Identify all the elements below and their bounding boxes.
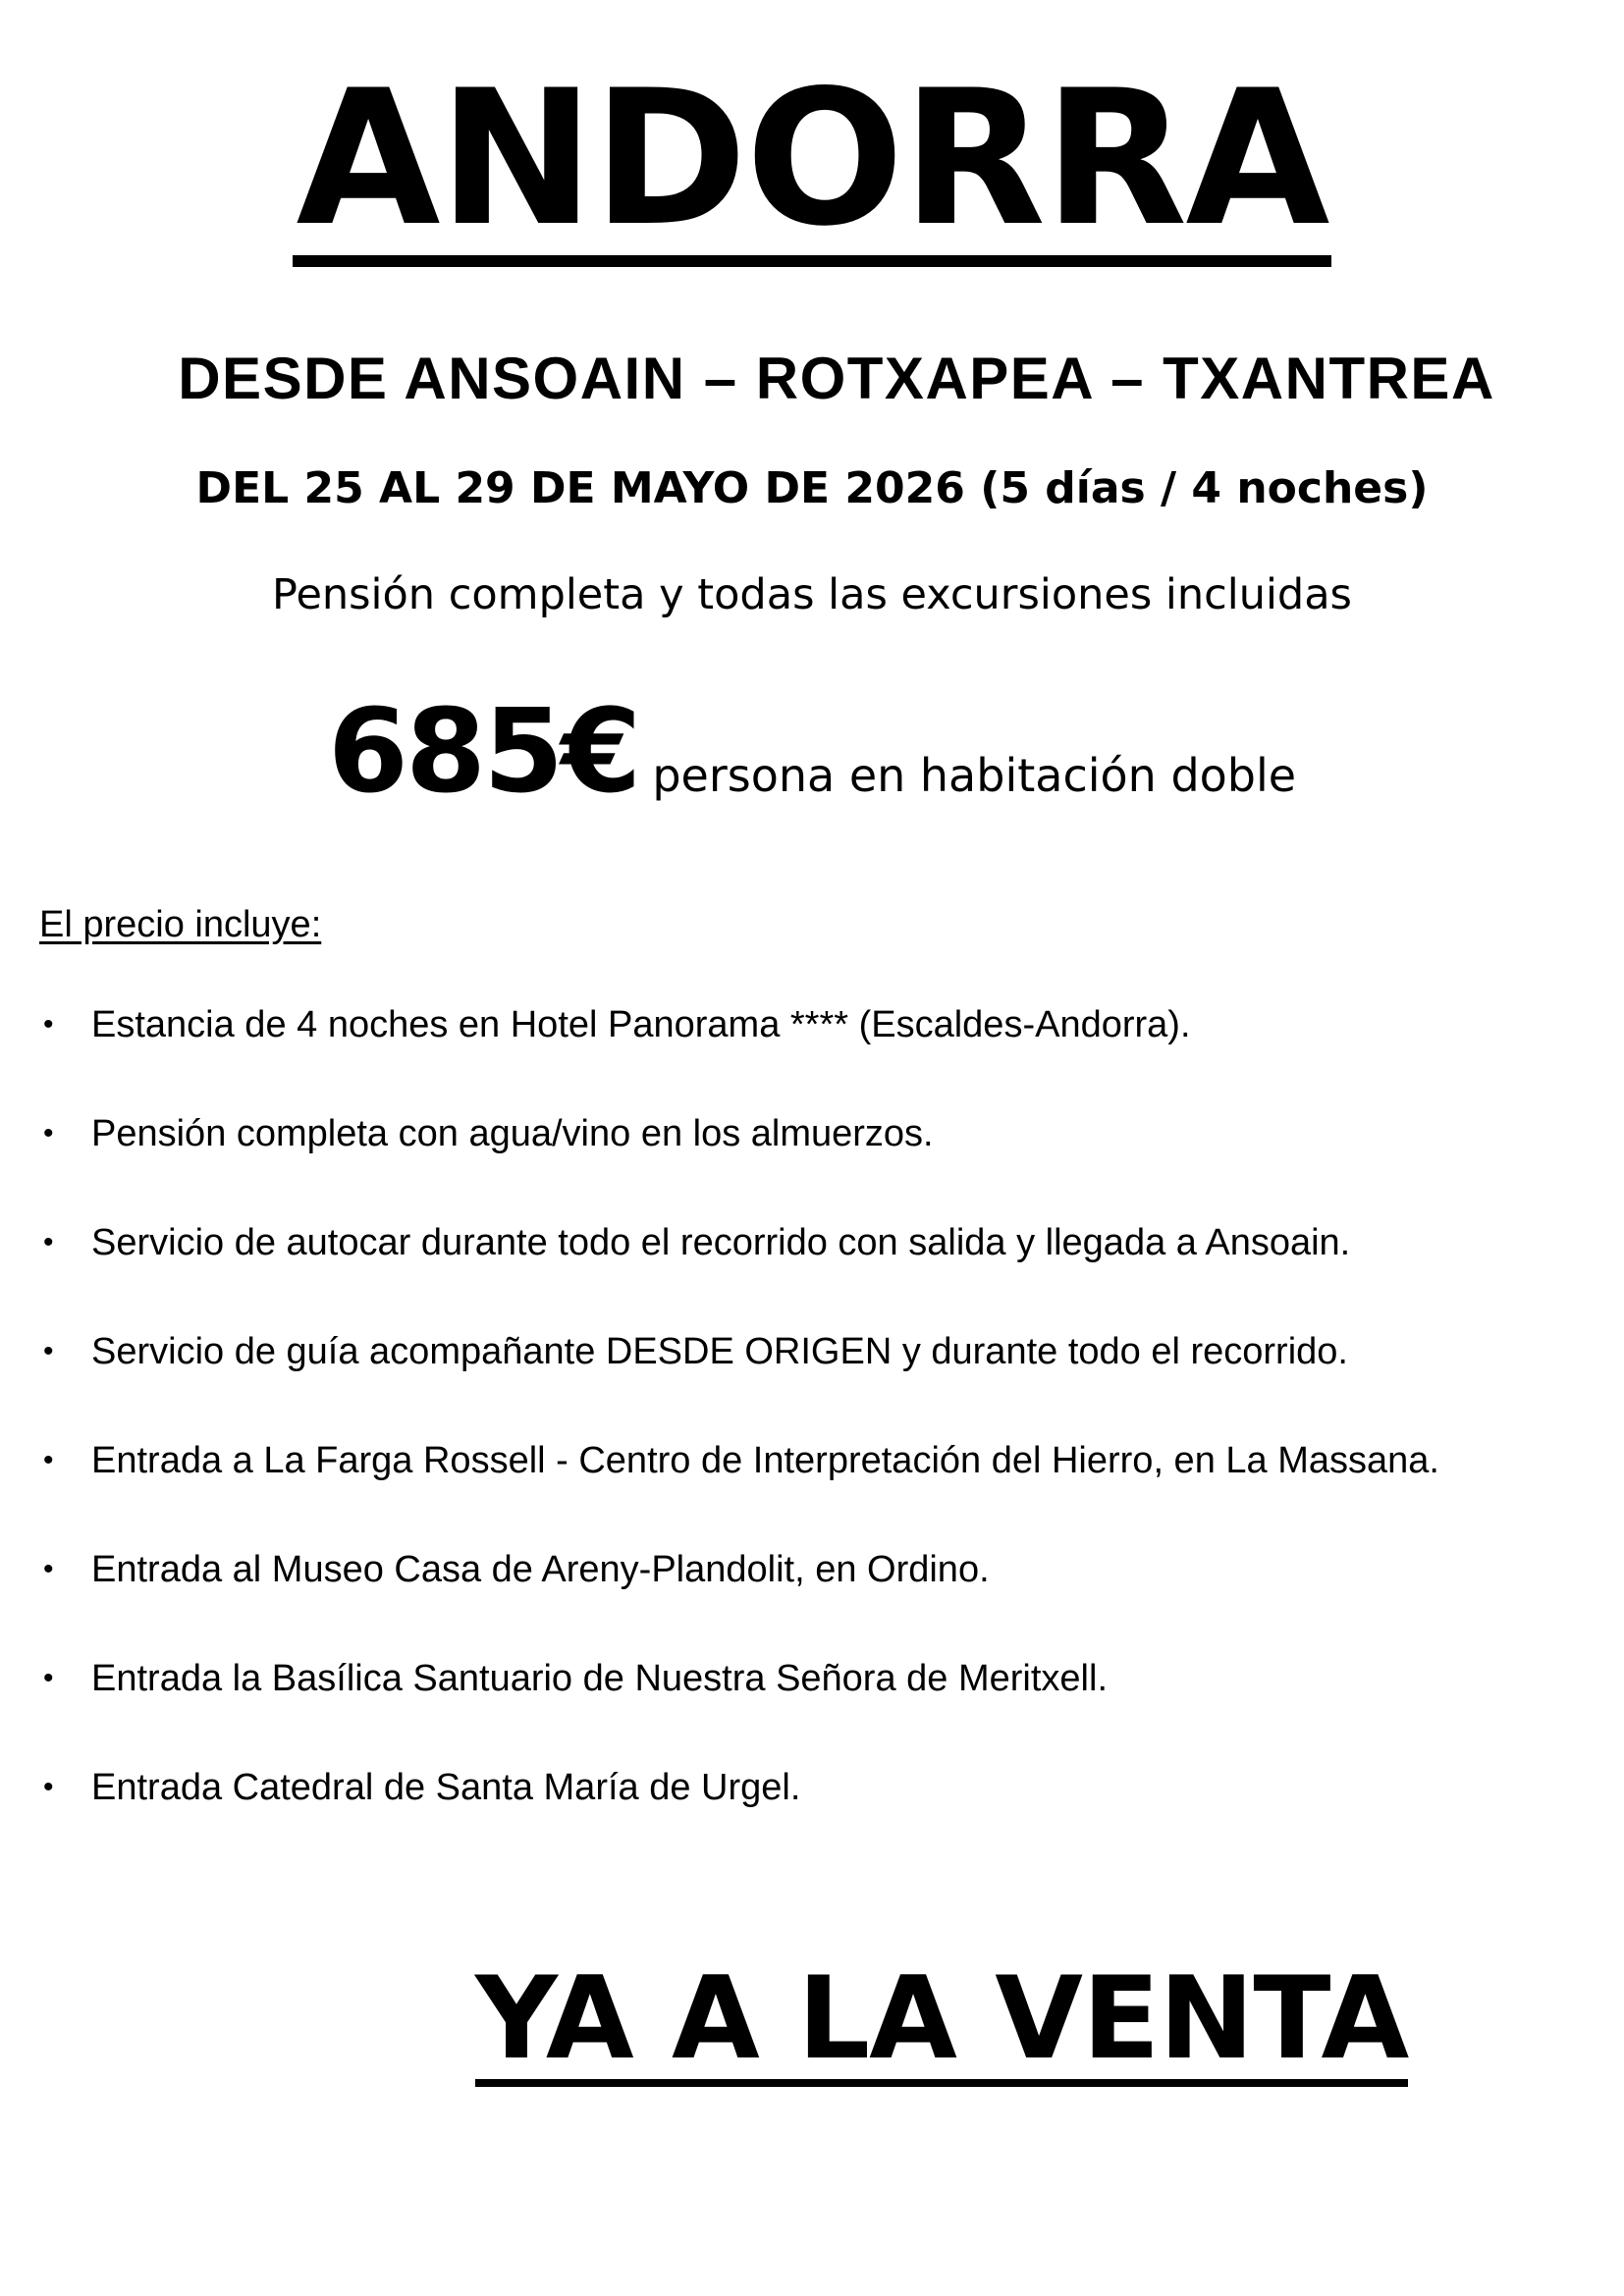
page-title — [0, 50, 1624, 267]
page-title-text: ANDORRA — [293, 63, 1332, 267]
on-sale-banner — [475, 1952, 1409, 2087]
list-item-text: Entrada al Museo Casa de Areny-Plandolit, en Ordino. — [91, 1549, 990, 1590]
travel-dates: DEL 25 AL 29 DE MAYO DE 2026 (5 días / 4 noches) — [195, 463, 1429, 513]
list-item — [0, 1764, 1624, 1873]
bullet-icon: • — [43, 1662, 54, 1694]
bullet-icon: • — [43, 1771, 54, 1803]
list-item — [0, 1001, 1624, 1110]
departure-origins: DESDE ANSOAIN – ROTXAPEA – TXANTREA — [178, 346, 1495, 411]
list-item-text: Servicio de autocar durante todo el recorrido con salida y llegada a Ansoain. — [91, 1222, 1351, 1263]
bullet-icon: • — [43, 1553, 54, 1585]
on-sale-banner-text: YA A LA VENTA — [475, 1952, 1409, 2085]
list-item-text: Pensión completa con agua/vino en los almuerzos. — [91, 1113, 934, 1154]
list-item-text: Entrada a La Farga Rossell - Centro de Interpretación del Hierro, en La Massana. — [91, 1440, 1439, 1481]
list-item — [0, 1219, 1624, 1328]
bullet-icon: • — [43, 1008, 54, 1041]
bullet-icon: • — [43, 1117, 54, 1149]
price-amount: 685€ — [327, 683, 639, 819]
list-item-text: Estancia de 4 noches en Hotel Panorama **** (Escaldes-Andorra). — [91, 1004, 1191, 1045]
list-item — [0, 1546, 1624, 1655]
includes-heading: El precio incluye: — [39, 904, 322, 945]
includes-list — [0, 1001, 1624, 1873]
list-item-text: Servicio de guía acompañante DESDE ORIGEN y durante todo el recorrido. — [91, 1331, 1348, 1372]
list-item — [0, 1655, 1624, 1764]
bullet-icon: • — [43, 1444, 54, 1476]
list-item-text: Entrada la Basílica Santuario de Nuestra Señora de Meritxell. — [91, 1658, 1108, 1699]
price-description: persona en habitación doble — [652, 749, 1297, 802]
list-item — [0, 1328, 1624, 1437]
list-item — [0, 1110, 1624, 1219]
board-and-excursions-note: Pensión completa y todas las excursiones incluidas — [272, 570, 1352, 619]
bullet-icon: • — [43, 1335, 54, 1367]
list-item — [0, 1437, 1624, 1546]
price-line — [0, 683, 1624, 850]
list-item-text: Entrada Catedral de Santa María de Urgel. — [91, 1767, 801, 1808]
bullet-icon: • — [43, 1226, 54, 1258]
